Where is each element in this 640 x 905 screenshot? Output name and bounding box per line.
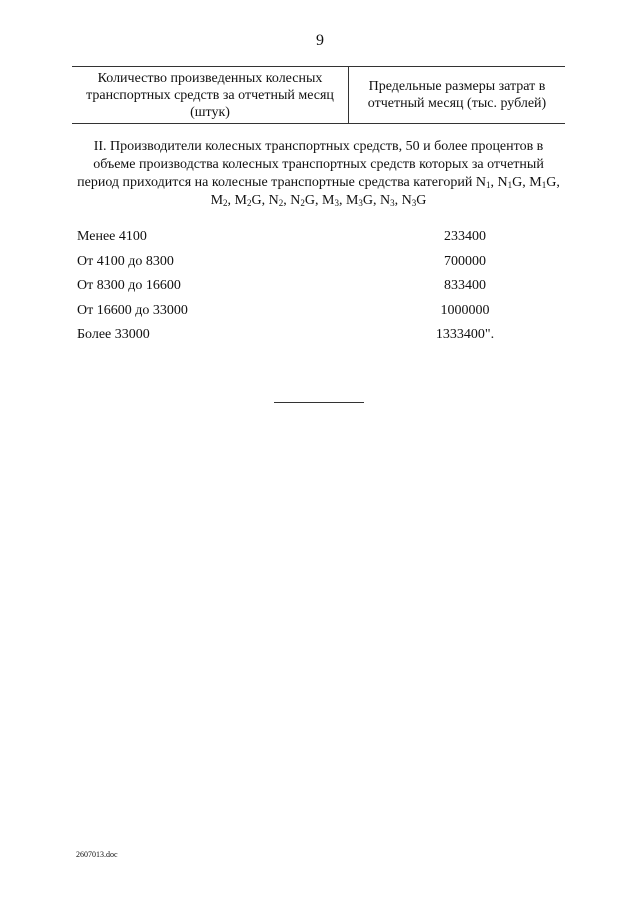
category-code: $N_3$ [380, 193, 395, 208]
header-cell-cost-limit: Предельные размеры затрат в отчетный месяц (тыс. рублей) [367, 79, 547, 111]
row-label: От 16600 до 33000 [77, 302, 188, 318]
row-value: 833400 [444, 278, 486, 293]
category-code: $N_2$ [268, 193, 284, 208]
category-code: $N_2G$ [290, 193, 315, 208]
section-heading [72, 138, 565, 210]
category-code: $M_3G$ [345, 193, 374, 208]
category-code: $M_3$ [322, 193, 339, 208]
row-value: 233400 [444, 229, 486, 244]
end-divider [274, 402, 364, 403]
category-list: $N_1$, $N_1G$, $M_1G$, $M_2$, $M_2G$, $N_2$, $N_2G$, $M_3$, $M_3G$, $N_3$, $N_3G$ [210, 175, 560, 208]
table-row [0, 253, 640, 278]
row-label: От 8300 до 16600 [77, 278, 181, 293]
category-code: $M_2$ [210, 193, 228, 208]
table-row [0, 302, 640, 327]
category-code: $N_3G$ [401, 193, 427, 208]
category-code: $M_1G$ [529, 175, 557, 190]
header-cell-quantity: Количество произведенных колесных транспортных средств за отчетный месяц (штук) [72, 67, 349, 123]
row-value: 1333400". [435, 327, 495, 342]
table-row [0, 228, 640, 253]
category-code: $M_2G$ [234, 193, 262, 208]
category-code: $N_1$ [475, 175, 491, 190]
row-label: Более 33000 [77, 327, 150, 342]
header-table [72, 66, 565, 124]
table-row [0, 326, 640, 351]
row-value: 700000 [444, 253, 486, 269]
table-row [0, 277, 640, 302]
footer-filename: 2607013.doc [76, 850, 118, 859]
row-value: 1000000 [440, 302, 490, 318]
section-heading-text: II. Производители колесных транспортных средств, 50 и более процентов в объеме производства колесных транспортных средств которых за отчетный период приходится на колесные транспортные средства категорий [77, 139, 544, 190]
row-label: Менее 4100 [77, 229, 147, 244]
row-label: От 4100 до 8300 [77, 253, 174, 269]
page-number: 9 [316, 32, 324, 49]
cost-table [0, 228, 640, 351]
category-code: $N_1G$ [497, 175, 523, 190]
